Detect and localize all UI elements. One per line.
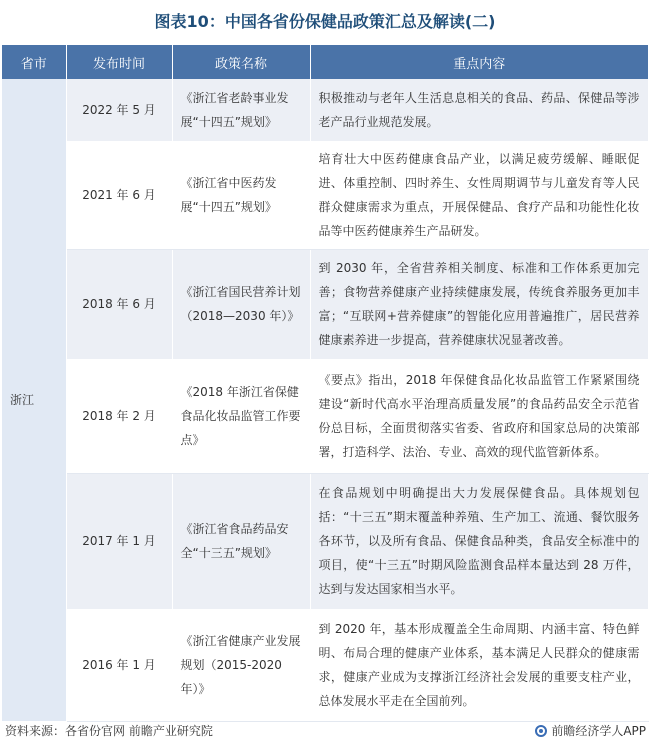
date-cell: 2017 年 1 月 xyxy=(66,473,172,609)
content-cell: 《要点》指出，2018 年保健食品化妆品监管工作紧紧围绕建设“新时代高水平治理高质量发展”的食品药品安全示范省份总目标，全面贯彻落实省委、省政府和国家总局的决策部署，打造科学、法治、专业、高效的现代监管新体系。 xyxy=(310,359,648,473)
table-row xyxy=(2,249,648,359)
date-cell: 2018 年 6 月 xyxy=(66,249,172,359)
header-policy-name: 政策名称 xyxy=(172,45,310,79)
content-cell: 在食品规划中明确提出大力发展保健食品。具体规划包括：“十三五”期末覆盖种养殖、生产加工、流通、餐饮服务各环节，以及所有食品、保健食品种类，食品安全标准中的项目，使“十三五”时期风险监测食品样本量达到 28 万件，达到与发达国家相当水平。 xyxy=(310,473,648,609)
policy-name-cell: 《浙江省中医药发展“十四五”规划》 xyxy=(172,141,310,249)
content-cell: 到 2030 年，全省营养相关制度、标准和工作体系更加完善；食物营养健康产业持续健康发展，传统食养服务更加丰富；“互联网+营养健康”的智能化应用普遍推广，居民营养健康素养进一步提高，营养健康状况显著改善。 xyxy=(310,249,648,359)
policy-name-cell: 《浙江省国民营养计划（2018—2030 年）》 xyxy=(172,249,310,359)
policy-table xyxy=(2,45,649,722)
source-note: 资料来源：各省份官网 前瞻产业研究院 xyxy=(5,724,213,738)
page-title: 图表10：中国各省份保健品政策汇总及解读(二) xyxy=(154,12,496,31)
policy-name-cell: 《浙江省食品药品安全“十三五”规划》 xyxy=(172,473,310,609)
header-key-content: 重点内容 xyxy=(310,45,648,79)
brand-label: 前瞻经济学人APP xyxy=(551,724,646,738)
qianzhan-logo-icon xyxy=(535,725,547,737)
footer xyxy=(0,722,650,742)
date-cell: 2022 年 5 月 xyxy=(66,79,172,141)
content-cell: 积极推动与老年人生活息息相关的食品、药品、保健品等涉老产品行业规范发展。 xyxy=(310,79,648,141)
brand xyxy=(535,722,646,739)
table-row xyxy=(2,473,648,609)
table-row xyxy=(2,609,648,721)
header-province: 省市 xyxy=(2,45,66,79)
date-cell: 2018 年 2 月 xyxy=(66,359,172,473)
header-date: 发布时间 xyxy=(66,45,172,79)
content-cell: 培育壮大中医药健康食品产业，以满足疲劳缓解、睡眠促进、体重控制、四时养生、女性周期调节与儿童发育等人民群众健康需求为重点，开展保健品、食疗产品和功能性化妆品等中医药健康养生产品研发。 xyxy=(310,141,648,249)
table-header-row xyxy=(2,45,648,79)
date-cell: 2021 年 6 月 xyxy=(66,141,172,249)
date-cell: 2016 年 1 月 xyxy=(66,609,172,721)
policy-name-cell: 《2018 年浙江省保健食品化妆品监管工作要点》 xyxy=(172,359,310,473)
province-cell: 浙江 xyxy=(2,79,66,721)
table-row xyxy=(2,79,648,141)
table-row xyxy=(2,141,648,249)
content-cell: 到 2020 年，基本形成覆盖全生命周期、内涵丰富、特色鲜明、布局合理的健康产业体系，基本满足人民群众的健康需求，健康产业成为支撑浙江经济社会发展的重要支柱产业，总体发展水平走在全国前列。 xyxy=(310,609,648,721)
policy-name-cell: 《浙江省老龄事业发展“十四五”规划》 xyxy=(172,79,310,141)
table-row xyxy=(2,359,648,473)
policy-name-cell: 《浙江省健康产业发展规划（2015-2020 年）》 xyxy=(172,609,310,721)
